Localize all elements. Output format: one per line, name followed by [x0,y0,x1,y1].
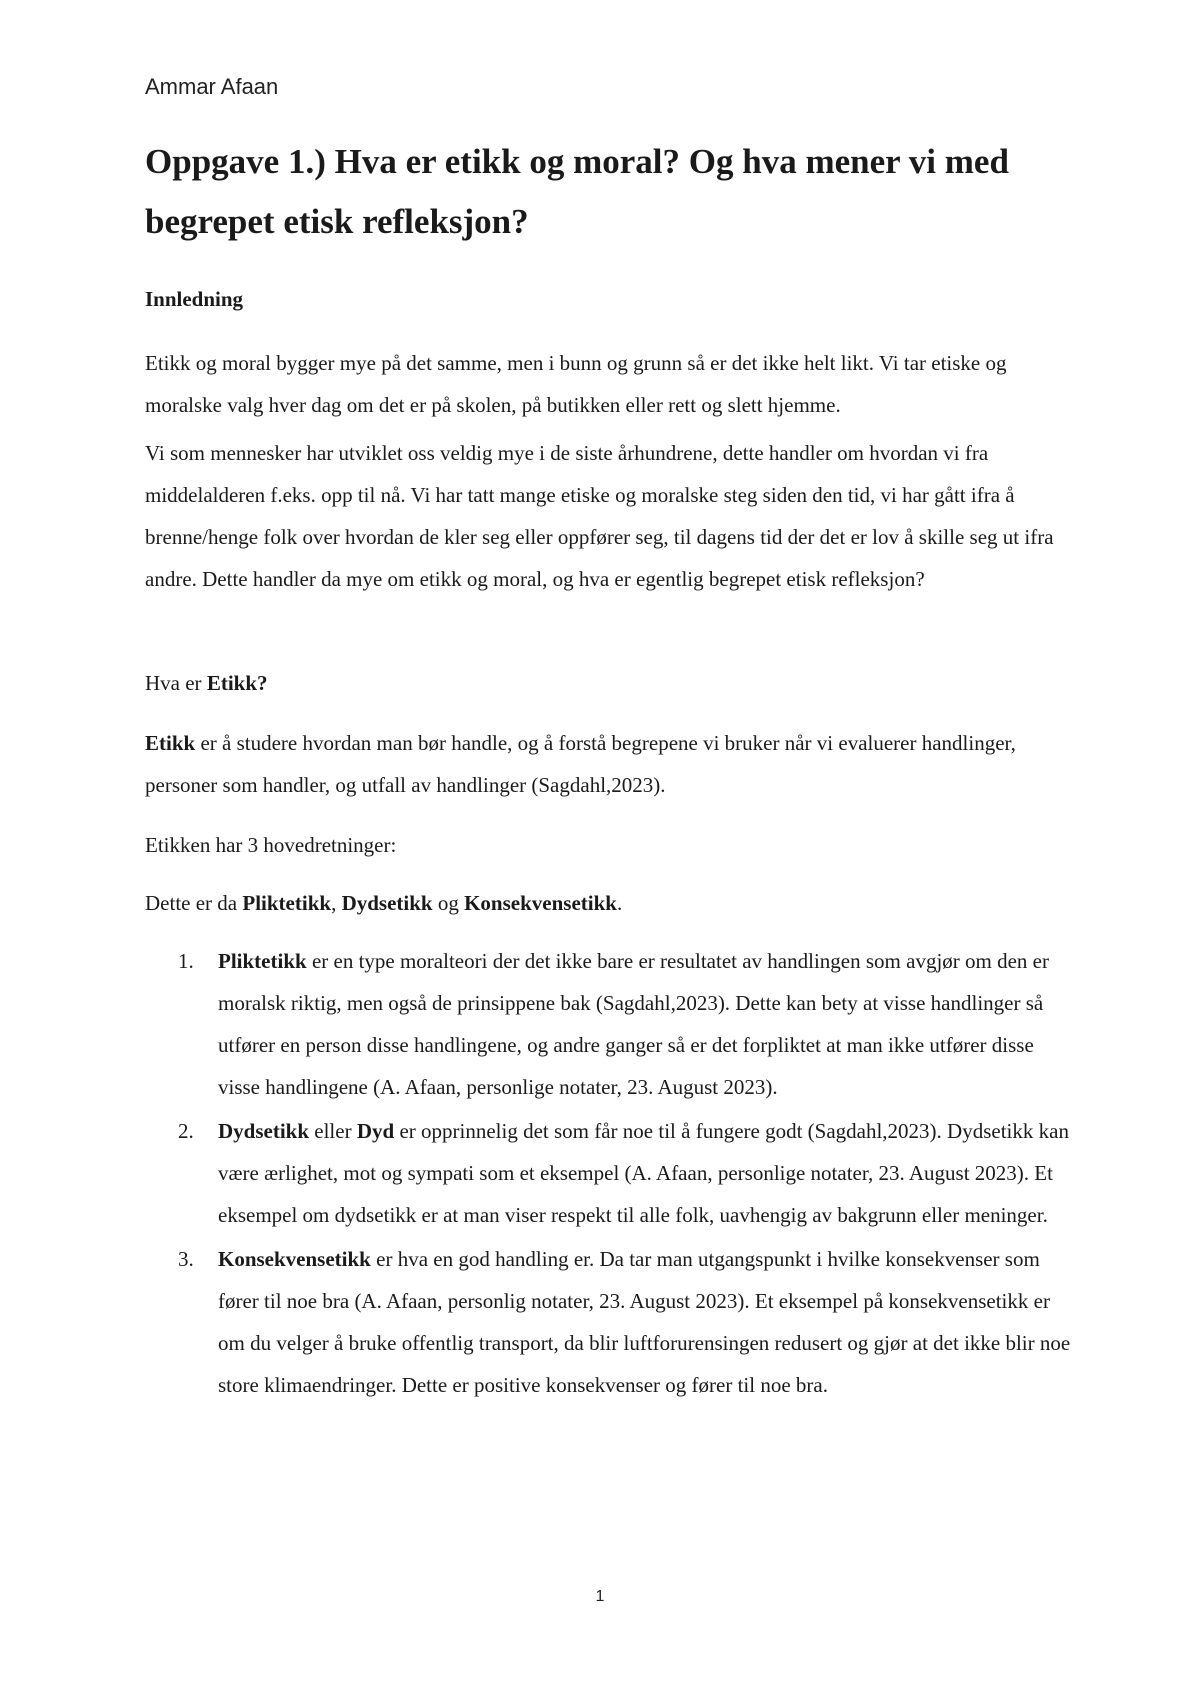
etikk-definition-term: Etikk [145,731,196,755]
etikk-question-prefix: Hva er [145,671,207,695]
section-heading-innledning: Innledning [145,287,244,311]
list-item-pliktetikk [145,940,1075,1108]
page-number: 1 [595,1588,605,1605]
dette-sep-1: , [331,891,342,915]
intro-paragraph-1: Etikk og moral bygger mye på det samme, men i bunn og grunn så er det ikke helt likt. Vi tar etiske og moralske valg hver dag om det er på skolen, på butikken eller rett og slett hjemme. [145,351,1007,417]
intro-paragraph-2: Vi som mennesker har utviklet oss veldig mye i de siste århundrene, dette handler om hvordan vi fra middelalderen f.eks. opp til nå. Vi har tatt mange etiske og moralske steg siden den tid, vi har gått ifra å brenne/henge folk over hvordan de kler seg eller oppfører seg, til dagens tid der det er lov å skille seg ut ifra andre. Dette handler da mye om etikk og moral, og hva er egentlig begrepet etisk refleksjon? [145,441,1054,591]
list-number: 2. [178,1119,194,1143]
etikk-definition-text: er å studere hvordan man bør handle, og å forstå begrepene vi bruker når vi evaluerer handlinger, personer som handler, og utfall av handlinger (Sagdahl,2023). [145,731,1016,797]
page-title: Oppgave 1.) Hva er etikk og moral? Og hva mener vi med begrepet etisk refleksjon? [145,142,1009,241]
dette-term-1: Pliktetikk [242,891,332,915]
list-item-term-2: Dyd [356,1119,395,1143]
ethics-directions-list [145,940,1075,1408]
dette-sep-2: og [432,891,465,915]
etikk-directions-list-sentence [145,882,1075,924]
etikk-question [145,662,1075,704]
list-item-konsekvensetikk [145,1238,1075,1406]
list-item-text: er opprinnelig det som får noe til å fungere godt (Sagdahl,2023). Dydsetikk kan være ærlighet, mot og sympati som et eksempel (A. Afaan, personlige notater, 23. August 2023). Et eksempel om dydsetikk er at man viser respekt til alle folk, uavhengig av bakgrunn eller meninger. [218,1119,1069,1227]
list-number: 1. [178,949,194,973]
etikk-directions-intro: Etikken har 3 hovedretninger: [145,833,397,857]
list-item-text: er hva en god handling er. Da tar man utgangspunkt i hvilke konsekvenser som fører til noe bra (A. Afaan, personlig notater, 23. August 2023). Et eksempel på konsekvensetikk er om du velger å bruke offentlig transport, da blir luftforurensingen redusert og gjør at det ikke blir noe store klimaendringer. Dette er positive konsekvenser og fører til noe bra. [218,1247,1071,1397]
list-item-term: Konsekvensetikk [218,1247,371,1271]
etikk-question-bold: Etikk? [206,671,268,695]
dette-term-3: Konsekvensetikk [464,891,617,915]
dette-prefix: Dette er da [145,891,243,915]
header-author: Ammar Afaan [145,74,279,99]
list-number: 3. [178,1247,194,1271]
list-item-mid: eller [309,1119,357,1143]
dette-end: . [616,891,623,915]
list-item-text: er en type moralteori der det ikke bare er resultatet av handlingen som avgjør om den er moralsk riktig, men også de prinsippene bak (Sagdahl,2023). Dette kan bety at visse handlinger så utfører en person disse handlingene, og andre ganger så er det forpliktet at man ikke utfører disse visse handlingene (A. Afaan, personlige notater, 23. August 2023). [218,949,1049,1099]
list-item-term: Dydsetikk [218,1119,310,1143]
etikk-definition [145,722,1075,806]
list-item-term: Pliktetikk [218,949,307,973]
list-item-dydsetikk [145,1110,1075,1236]
dette-term-2: Dydsetikk [341,891,433,915]
